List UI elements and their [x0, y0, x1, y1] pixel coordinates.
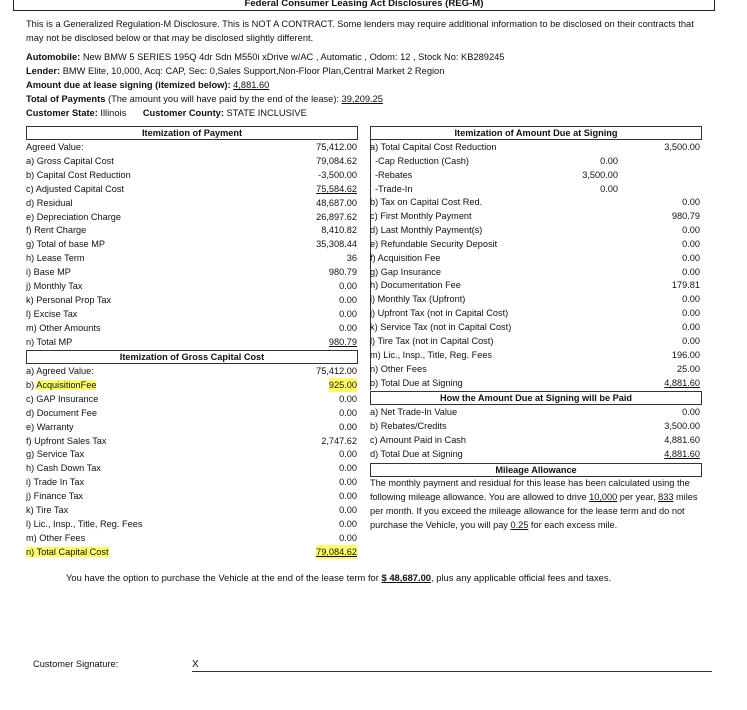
table-row	[26, 251, 357, 265]
row-label-text: l) Lic., Insp., Title, Reg. Fees	[26, 518, 143, 529]
row-label-text: l) Excise Tax	[26, 308, 78, 319]
row-value: 26,897.62	[316, 211, 357, 222]
row-label	[375, 182, 412, 196]
row-value: 4,881.60	[664, 448, 700, 459]
customer-county-label: Customer County:	[142, 108, 224, 118]
total-payments-value: 39,209.25	[341, 94, 383, 104]
cap-reduction-row	[370, 140, 700, 154]
row-label	[26, 210, 121, 224]
table-row	[26, 531, 357, 545]
table-row	[26, 335, 357, 349]
row-value: 79,084.62	[316, 546, 357, 557]
row-value: 36	[346, 253, 357, 264]
row-label-text: g) Service Tax	[26, 449, 85, 460]
table-row	[26, 154, 357, 168]
row-label-text: b) Capital Cost Reduction	[26, 169, 131, 180]
signature-line[interactable]	[192, 671, 712, 672]
table-row	[26, 475, 357, 489]
table-row	[370, 195, 700, 209]
table-row	[370, 182, 618, 196]
table-row	[26, 434, 357, 448]
row-label	[26, 503, 68, 517]
row-value: 980.79	[328, 267, 357, 278]
row-label	[26, 335, 72, 349]
total-payments-line	[26, 94, 383, 104]
row-value: 925.00	[328, 379, 357, 390]
table-row	[26, 545, 357, 559]
row-value: 3,500.00	[664, 420, 700, 431]
table-row	[26, 378, 357, 392]
signature-mark: X	[192, 659, 199, 670]
row-label	[26, 392, 98, 406]
row-label-text: i) Trade In Tax	[26, 477, 85, 488]
customer-county-value: STATE INCLUSIVE	[226, 108, 307, 118]
table-row	[26, 307, 357, 321]
automobile-label: Automobile:	[26, 52, 81, 62]
row-value: 4,881.60	[664, 434, 700, 445]
customer-state-label: Customer State:	[26, 108, 98, 118]
row-label-text: c) First Monthly Payment	[370, 210, 472, 221]
row-label	[26, 434, 107, 448]
row-label	[26, 196, 72, 210]
row-value: 0.00	[682, 238, 700, 249]
total-payments-label: Total of Payments	[26, 94, 106, 104]
row-value: 75,412.00	[316, 366, 357, 376]
customer-state-line	[26, 108, 307, 118]
row-label	[370, 348, 492, 362]
table-row	[26, 406, 357, 420]
row-label-text: j) Upfront Tax (not in Capital Cost)	[370, 308, 509, 319]
amount-due-line	[26, 80, 269, 90]
row-label-text: f) Acquisition Fee	[370, 252, 441, 263]
row-label	[370, 278, 461, 292]
row-value: 0.00	[339, 505, 357, 515]
row-label	[26, 279, 83, 293]
row-label-text: j) Monthly Tax	[26, 281, 83, 291]
lender-label: Lender:	[26, 66, 61, 76]
table-row	[26, 140, 357, 154]
mileage-text-2: per year,	[619, 492, 656, 502]
row-label	[370, 251, 440, 265]
row-label	[26, 406, 97, 420]
itemization-gross-heading: Itemization of Gross Capital Cost	[26, 350, 358, 364]
row-label-text: m) Lic., Insp., Title, Reg. Fees	[370, 349, 493, 360]
page-title: Federal Consumer Leasing Act Disclosures (REG-M)	[13, 0, 715, 11]
row-value: 75,412.00	[316, 142, 357, 152]
row-value: 0.00	[682, 224, 700, 235]
purchase-option-text-1: You have the option to purchase the Vehicle at the end of the lease term for	[66, 572, 379, 583]
row-label-text: m) Other Fees	[26, 532, 86, 543]
row-label	[370, 405, 457, 419]
lender-line	[26, 66, 444, 76]
row-label-text: l) Tire Tax (not in Capital Cost)	[370, 336, 494, 346]
row-label	[370, 320, 511, 334]
row-label-text: g) Gap Insurance	[370, 266, 441, 277]
table-row	[370, 362, 700, 376]
row-label-text: n) Total MP	[26, 336, 73, 347]
table-row	[26, 182, 357, 196]
row-value: 0.00	[682, 294, 700, 305]
table-row	[26, 420, 357, 434]
row-label-text: k) Service Tax (not in Capital Cost)	[370, 322, 512, 333]
purchase-option-text	[66, 572, 611, 583]
table-row	[370, 320, 700, 334]
customer-signature-label: Customer Signature:	[33, 659, 119, 669]
how-paid-heading: How the Amount Due at Signing will be Paid	[370, 391, 702, 405]
row-value: 0.00	[682, 407, 700, 417]
row-label-text: -Rebates	[375, 169, 413, 180]
row-label-text: b) Tax on Capital Cost Red.	[370, 197, 483, 207]
table-row	[370, 209, 700, 223]
table-row	[26, 503, 357, 517]
row-label	[26, 461, 101, 475]
row-value: 0.00	[339, 518, 357, 529]
table-row	[370, 154, 618, 168]
row-value: 0.00	[339, 421, 357, 432]
row-label-text: c) Amount Paid in Cash	[370, 434, 467, 445]
row-value: 0.00	[339, 491, 357, 502]
mileage-excess-rate: 0.25	[510, 520, 529, 530]
row-label-text: c) GAP Insurance	[26, 393, 99, 404]
table-row	[26, 223, 357, 237]
table-row	[26, 364, 357, 378]
row-label	[26, 475, 84, 489]
row-label-text: a) Agreed Value:	[26, 366, 94, 376]
row-label	[370, 195, 482, 209]
row-label	[370, 362, 427, 376]
row-label	[370, 265, 441, 279]
table-row	[370, 419, 700, 433]
row-label-text: e) Depreciation Charge	[26, 211, 121, 222]
row-label-text: j) Finance Tax	[26, 491, 84, 502]
cap-reduction-value: 3,500.00	[664, 142, 700, 152]
table-row	[26, 168, 357, 182]
row-value: 0.00	[682, 266, 700, 277]
row-label	[370, 447, 463, 461]
row-label-text: o) Total Due at Signing	[370, 377, 463, 388]
table-row	[26, 489, 357, 503]
row-label	[370, 237, 497, 251]
row-label-text: i) Base MP	[26, 267, 71, 278]
row-value: 3,500.00	[582, 169, 618, 180]
row-value: 0.00	[339, 449, 357, 460]
mileage-text	[370, 476, 702, 532]
row-label-text: d) Total Due at Signing	[370, 448, 463, 459]
row-label-text: -Trade-In	[375, 183, 413, 194]
row-label	[26, 223, 86, 237]
amount-due-value: 4,881.60	[233, 80, 270, 90]
row-label-text: n) Total Capital Cost	[26, 546, 109, 557]
row-label-text: d) Document Fee	[26, 407, 97, 418]
row-value: 0.00	[600, 183, 618, 194]
row-label	[26, 237, 105, 251]
row-label	[26, 517, 142, 531]
row-value: 4,881.60	[664, 377, 700, 388]
row-value: 980.79	[328, 336, 357, 347]
table-row	[370, 237, 700, 251]
mileage-text-1: The monthly payment and residual for this lease has been calculated using the following mileage allowance. You are allowed to drive	[370, 478, 690, 502]
row-label	[26, 447, 84, 461]
row-value: 8,410.82	[321, 225, 357, 236]
row-label	[26, 531, 85, 545]
row-label	[26, 321, 101, 335]
itemization-payment-heading: Itemization of Payment	[26, 126, 358, 140]
row-value: 0.00	[682, 322, 700, 333]
table-row	[370, 278, 700, 292]
row-label	[26, 140, 84, 154]
row-value: 0.00	[339, 393, 357, 404]
row-value: 79,084.62	[316, 155, 357, 166]
table-row	[370, 334, 700, 348]
lender-value: BMW Elite, 10,000, Acq: CAP, Sec: 0,Sales Support,Non-Floor Plan,Central Market 2 Region	[62, 66, 445, 76]
row-label	[370, 209, 472, 223]
row-value: 0.00	[682, 308, 700, 319]
row-label-text: m) Other Amounts	[26, 322, 101, 333]
row-value: 0.00	[682, 336, 700, 346]
row-value: 0.00	[339, 477, 357, 488]
table-row	[26, 196, 357, 210]
row-label	[370, 292, 465, 306]
row-value: 179.81	[671, 280, 700, 291]
row-label-text: Agreed Value:	[26, 142, 84, 152]
row-label	[26, 182, 124, 196]
row-label	[26, 154, 114, 168]
table-row	[370, 376, 700, 390]
row-label-text: e) Warranty	[26, 421, 74, 432]
table-row	[26, 237, 357, 251]
mileage-text-3: miles per month. If you exceed the mileage allowance for the lease term and do not purchase the Vehicle, you will pay	[370, 492, 698, 530]
row-value: 0.00	[339, 463, 357, 474]
row-label-text: k) Tire Tax	[26, 505, 69, 515]
row-label	[26, 420, 74, 434]
row-label	[26, 378, 96, 392]
row-value: -3,500.00	[318, 169, 357, 180]
row-value: 48,687.00	[316, 197, 357, 208]
row-value: 0.00	[339, 532, 357, 543]
row-label	[375, 154, 469, 168]
row-label-text: f) Rent Charge	[26, 225, 87, 236]
table-row	[370, 447, 700, 461]
mileage-allowance-miles: 10,000	[589, 492, 618, 502]
table-row	[26, 321, 357, 335]
row-label-text: d) Last Monthly Payment(s)	[370, 224, 483, 235]
row-label	[26, 545, 109, 559]
row-label	[370, 223, 482, 237]
row-label	[370, 334, 493, 348]
table-row	[26, 517, 357, 531]
purchase-option-amount: $ 48,687.00	[381, 572, 432, 583]
amount-due-label: Amount due at lease signing (itemized below):	[26, 80, 231, 90]
row-label-text: c) Adjusted Capital Cost	[26, 183, 125, 194]
row-label	[370, 419, 447, 433]
table-row	[370, 292, 700, 306]
table-row	[26, 447, 357, 461]
row-label-text: k) Personal Prop Tax	[26, 294, 112, 305]
mileage-text-4: for each excess mile.	[530, 520, 618, 530]
row-label-text: a) Net Trade-In Value	[370, 407, 458, 417]
row-label	[26, 307, 77, 321]
cap-reduction-label: a) Total Capital Cost Reduction	[370, 142, 497, 152]
row-label-text: n) Other Fees	[370, 363, 427, 374]
row-value: 2,747.62	[321, 435, 357, 446]
row-value: 0.00	[339, 281, 357, 291]
row-value: 0.00	[339, 407, 357, 418]
row-label-text: h) Documentation Fee	[370, 280, 461, 291]
table-row	[26, 279, 357, 293]
row-label-prefix: b)	[26, 379, 37, 390]
table-row	[26, 265, 357, 279]
row-value: 0.00	[339, 294, 357, 305]
automobile-value: New BMW 5 SERIES 195Q 4dr Sdn M550i xDrive w/AC , Automatic , Odom: 12 , Stock No: KB289245	[82, 52, 505, 62]
row-label	[370, 376, 463, 390]
row-label	[26, 364, 94, 378]
row-value: 0.00	[339, 308, 357, 319]
table-row	[370, 348, 700, 362]
table-row	[370, 168, 618, 182]
table-row	[370, 306, 700, 320]
table-row	[26, 392, 357, 406]
table-row	[26, 293, 357, 307]
mileage-per-month: 833	[658, 492, 674, 502]
row-value: 980.79	[671, 210, 700, 221]
row-label	[26, 293, 111, 307]
row-label-text: b) Rebates/Credits	[370, 420, 447, 431]
table-row	[370, 405, 700, 419]
table-row	[26, 461, 357, 475]
row-label-text: f) Upfront Sales Tax	[26, 435, 107, 446]
automobile-line	[26, 52, 504, 62]
row-label	[370, 433, 466, 447]
total-payments-note: (The amount you will have paid by the end of the lease):	[107, 94, 339, 104]
row-label-text: i) Monthly Tax (Upfront)	[370, 294, 466, 305]
purchase-option-text-2: , plus any applicable official fees and taxes.	[431, 572, 612, 583]
table-row	[26, 210, 357, 224]
row-value: 0.00	[600, 156, 618, 166]
row-label	[26, 251, 85, 265]
table-row	[370, 433, 700, 447]
row-label-text: -Cap Reduction (Cash)	[375, 156, 469, 166]
row-label-text: AcquisitionFee	[36, 379, 97, 390]
row-label	[375, 168, 412, 182]
row-label	[26, 265, 71, 279]
table-row	[370, 251, 700, 265]
mileage-heading: Mileage Allowance	[370, 463, 702, 477]
row-label-text: g) Total of base MP	[26, 239, 105, 250]
row-value: 196.00	[671, 349, 700, 360]
row-label-text: h) Lease Term	[26, 253, 85, 264]
disclaimer-text: This is a Generalized Regulation-M Disclosure. This is NOT A CONTRACT. Some lenders may require additional information to be disclosed on their contracts that may not be disclosed below or that may be disclosed slightly different.	[26, 19, 694, 43]
itemization-due-heading: Itemization of Amount Due at Signing	[370, 126, 702, 140]
row-value: 75,584.62	[316, 183, 357, 194]
table-row	[370, 223, 700, 237]
row-label-text: a) Gross Capital Cost	[26, 155, 114, 166]
row-label	[26, 489, 83, 503]
row-value: 0.00	[682, 197, 700, 207]
row-value: 25.00	[677, 363, 700, 374]
table-row	[370, 265, 700, 279]
row-label-text: h) Cash Down Tax	[26, 463, 101, 474]
row-value: 0.00	[682, 252, 700, 263]
row-label-text: e) Refundable Security Deposit	[370, 238, 498, 249]
row-label	[26, 168, 131, 182]
row-value: 0.00	[339, 322, 357, 333]
row-value: 35,308.44	[316, 239, 357, 250]
row-label-text: d) Residual	[26, 197, 73, 208]
row-label	[370, 306, 508, 320]
customer-state-value: Illinois	[100, 108, 127, 118]
